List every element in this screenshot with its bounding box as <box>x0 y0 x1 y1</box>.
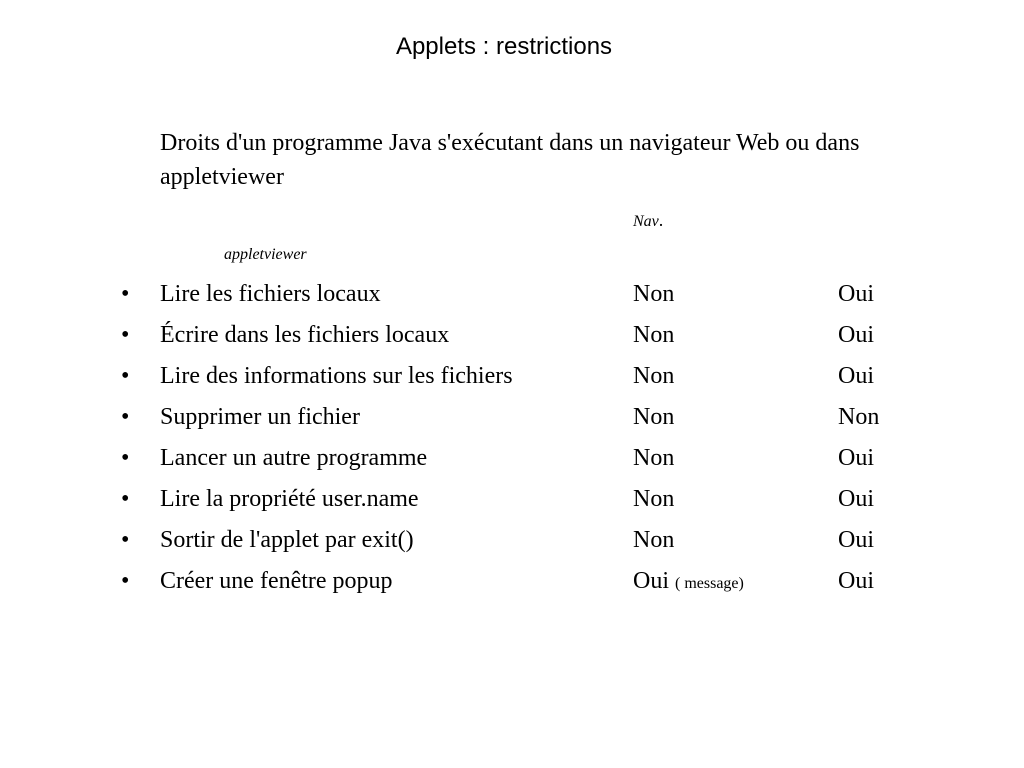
nav-value <box>633 563 744 602</box>
appletviewer-value: Oui <box>838 527 874 553</box>
column-header-nav <box>633 210 663 232</box>
permission-label: Supprimer un fichier <box>160 404 360 430</box>
nav-value <box>633 276 674 312</box>
appletviewer-value: Oui <box>838 363 874 389</box>
permission-label: Lancer un autre programme <box>160 445 428 471</box>
permission-label: Lire des informations sur les fichiers <box>160 363 513 389</box>
list-item <box>0 440 1024 481</box>
nav-value <box>633 317 674 353</box>
appletviewer-value: Oui <box>838 281 874 307</box>
intro-text: Droits d'un programme Java s'exécutant dans un navigateur Web ou dans appletviewer <box>160 130 860 190</box>
bullet-icon: • <box>121 322 130 348</box>
column-header-nav-suffix: . <box>658 210 664 230</box>
bullet-icon: • <box>121 281 130 307</box>
restrictions-list <box>0 276 1024 604</box>
nav-value-text: Non <box>633 322 675 348</box>
nav-value <box>633 481 674 517</box>
nav-value-text: Non <box>633 363 675 389</box>
permission-label: Écrire dans les fichiers locaux <box>160 322 450 348</box>
appletviewer-value: Oui <box>838 445 874 471</box>
nav-value <box>633 440 674 476</box>
list-item <box>0 522 1024 563</box>
bullet-icon: • <box>121 527 130 553</box>
bullet-icon: • <box>121 363 130 389</box>
list-item <box>0 317 1024 358</box>
bullet-icon: • <box>121 445 130 471</box>
list-item <box>0 563 1024 604</box>
column-header-nav-label: Nav <box>633 213 659 230</box>
nav-value <box>633 358 674 394</box>
nav-value-text: Non <box>633 281 675 307</box>
nav-value-text: Oui <box>633 568 669 594</box>
appletviewer-value: Oui <box>838 568 874 594</box>
bullet-icon: • <box>121 568 130 594</box>
appletviewer-value: Oui <box>838 486 874 512</box>
permission-label: Sortir de l'applet par exit() <box>160 527 414 553</box>
nav-value-note: ( message) <box>675 575 744 592</box>
column-header-appletviewer: appletviewer <box>224 246 307 263</box>
list-item <box>0 399 1024 440</box>
appletviewer-value: Oui <box>838 322 874 348</box>
nav-value <box>633 522 674 558</box>
list-item <box>0 276 1024 317</box>
permission-label: Créer une fenêtre popup <box>160 568 393 594</box>
list-item <box>0 358 1024 399</box>
nav-value <box>633 399 674 435</box>
bullet-icon: • <box>121 486 130 512</box>
nav-value-text: Non <box>633 527 675 553</box>
nav-value-text: Non <box>633 404 675 430</box>
nav-value-text: Non <box>633 486 675 512</box>
nav-value-text: Non <box>633 445 675 471</box>
bullet-icon: • <box>121 404 130 430</box>
appletviewer-value: Non <box>838 404 880 430</box>
permission-label: Lire les fichiers locaux <box>160 281 381 307</box>
list-item <box>0 481 1024 522</box>
slide-title: Applets : restrictions <box>395 33 613 60</box>
permission-label: Lire la propriété user.name <box>160 486 419 512</box>
